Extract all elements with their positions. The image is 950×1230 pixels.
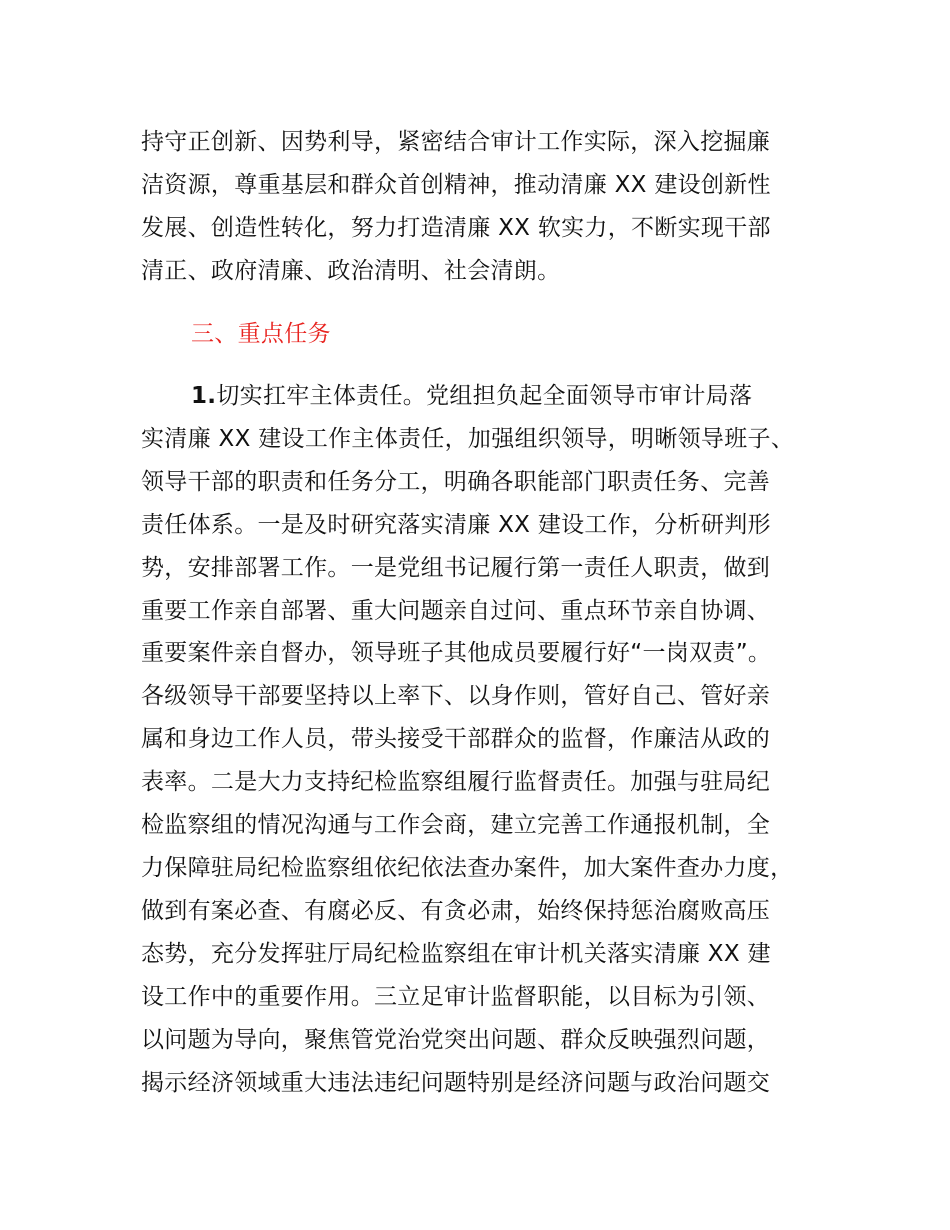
paragraph-2-line: 做到有案必查、有腐必反、有贪必肃，始终保持惩治腐败高压 bbox=[141, 897, 771, 924]
paragraph-2-line: 属和身边工作人员，带头接受干部群众的监督，作廉洁从政的 bbox=[141, 726, 771, 753]
paragraph-2-line: 设工作中的重要作用。三立足审计监督职能，以目标为引领、 bbox=[141, 983, 771, 1010]
paragraph-2 bbox=[141, 375, 831, 1104]
paragraph-2-line: 领导干部的职责和任务分工，明确各职能部门职责任务、完善 bbox=[141, 468, 771, 495]
paragraph-2-line: 力保障驻局纪检监察组依纪依法查办案件，加大案件查办力度， bbox=[141, 854, 794, 881]
paragraph-2-line: 表率。二是大力支持纪检监察组履行监督责任。加强与驻局纪 bbox=[141, 769, 771, 796]
paragraph-2-line: 重要案件亲自督办，领导班子其他成员要履行好“一岗双责”。 bbox=[141, 640, 772, 667]
paragraph-1-line: 持守正创新、因势利导，紧密结合审计工作实际，深入挖掘廉 bbox=[141, 129, 771, 155]
item-number: 1. bbox=[191, 383, 217, 409]
paragraph-2-line: 检监察组的情况沟通与工作会商，建立完善工作通报机制，全 bbox=[141, 812, 771, 839]
paragraph-1-line: 清正、政府清廉、政治清明、社会清朗。 bbox=[141, 257, 561, 284]
paragraph-2-line: 势，安排部署工作。一是党组书记履行第一责任人职责，做到 bbox=[141, 554, 771, 581]
paragraph-1 bbox=[141, 121, 831, 293]
paragraph-2-line: 重要工作亲自部署、重大问题亲自过问、重点环节亲自协调、 bbox=[141, 597, 771, 624]
paragraph-2-first-line-text: 切实扛牢主体责任。党组担负起全面领导市审计局落 bbox=[216, 383, 753, 409]
paragraph-1-line: 发展、创造性转化，努力打造清廉 XX 软实力，不断实现干部 bbox=[141, 214, 771, 241]
paragraph-2-line: 揭示经济领域重大违法违纪问题特别是经济问题与政治问题交 bbox=[141, 1069, 771, 1096]
paragraph-2-first-line bbox=[141, 375, 831, 418]
paragraph-2-line: 态势，充分发挥驻厅局纪检监察组在审计机关落实清廉 XX 建 bbox=[141, 940, 771, 967]
paragraph-2-line: 实清廉 XX 建设工作主体责任，加强组织领导，明晰领导班子、 bbox=[141, 425, 795, 452]
paragraph-2-line: 以问题为导向，聚焦管党治党突出问题、群众反映强烈问题， bbox=[141, 1026, 771, 1053]
paragraph-2-line: 各级领导干部要坚持以上率下、以身作则，管好自己、管好亲 bbox=[141, 683, 771, 710]
paragraph-1-line: 洁资源，尊重基层和群众首创精神，推动清廉 XX 建设创新性 bbox=[141, 171, 771, 198]
section-heading: 三、重点任务 bbox=[191, 321, 331, 347]
paragraph-2-line: 责任体系。一是及时研究落实清廉 XX 建设工作，分析研判形 bbox=[141, 511, 771, 538]
